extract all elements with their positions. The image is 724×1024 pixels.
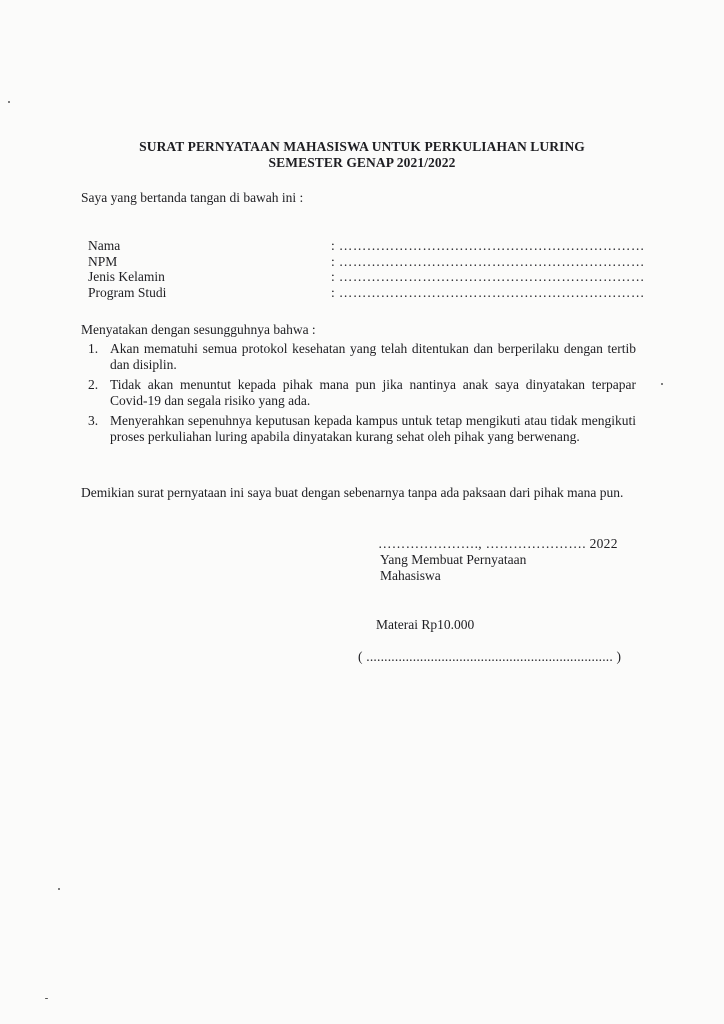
statement-number: 3. bbox=[88, 413, 99, 428]
statement-item bbox=[88, 377, 636, 409]
field-value-nama: : ………………………………………………………… bbox=[331, 238, 645, 253]
field-value-program-studi: : ………………………………………………………… bbox=[331, 284, 645, 300]
field-row-npm bbox=[88, 253, 645, 270]
scan-speck bbox=[661, 383, 663, 385]
field-label-program-studi: Program Studi bbox=[88, 284, 167, 300]
document-title: SURAT PERNYATAAN MAHASISWA UNTUK PERKULIAHAN LURING bbox=[139, 139, 585, 154]
statement-item bbox=[88, 413, 636, 445]
field-label-jenis-kelamin: Jenis Kelamin bbox=[88, 269, 165, 284]
field-label-nama: Nama bbox=[88, 238, 121, 253]
field-row-program-studi bbox=[88, 284, 645, 301]
scan-speck bbox=[8, 101, 10, 103]
field-label-npm: NPM bbox=[88, 253, 118, 269]
signature-place-date: …………………., …………………. 2022 bbox=[378, 536, 618, 551]
scan-speck bbox=[45, 998, 48, 999]
signature-maker: Yang Membuat Pernyataan bbox=[380, 552, 527, 567]
field-value-jenis-kelamin: : ………………………………………………………… bbox=[331, 269, 645, 284]
statement-number: 2. bbox=[88, 377, 99, 392]
signature-name-line: ( ..................................................................... ) bbox=[358, 649, 622, 664]
closing-text: Demikian surat pernyataan ini saya buat dengan sebenarnya tanpa ada paksaan dari pihak mana pun. bbox=[81, 485, 624, 500]
statement-number: 1. bbox=[88, 341, 99, 356]
statement-intro: Menyatakan dengan sesungguhnya bahwa : bbox=[81, 322, 316, 337]
document-subtitle: SEMESTER GENAP 2021/2022 bbox=[268, 155, 456, 170]
field-value-npm: : ………………………………………………………… bbox=[331, 253, 645, 269]
statement-text: Akan mematuhi semua protokol kesehatan yang telah ditentukan dan berperilaku dengan tertib dan disiplin. bbox=[110, 341, 636, 372]
identity-fields bbox=[88, 238, 645, 300]
field-row-jenis-kelamin bbox=[88, 269, 645, 285]
stamp-duty-label: Materai Rp10.000 bbox=[376, 617, 475, 632]
statement-text: Menyerahkan sepenuhnya keputusan kepada kampus untuk tetap mengikuti atau tidak mengikuti proses perkuliahan luring apabila dinyatakan kurang sehat oleh pihak yang berwenang. bbox=[110, 413, 636, 444]
scan-speck bbox=[58, 888, 60, 890]
statement-item bbox=[88, 341, 636, 373]
statement-list bbox=[88, 341, 636, 449]
intro-text: Saya yang bertanda tangan di bawah ini : bbox=[81, 190, 304, 205]
signature-role: Mahasiswa bbox=[380, 568, 441, 583]
field-row-nama bbox=[88, 238, 645, 254]
statement-text: Tidak akan menuntut kepada pihak mana pun jika nantinya anak saya dinyatakan terpapar Covid-19 dan segala risiko yang ada. bbox=[110, 377, 636, 408]
